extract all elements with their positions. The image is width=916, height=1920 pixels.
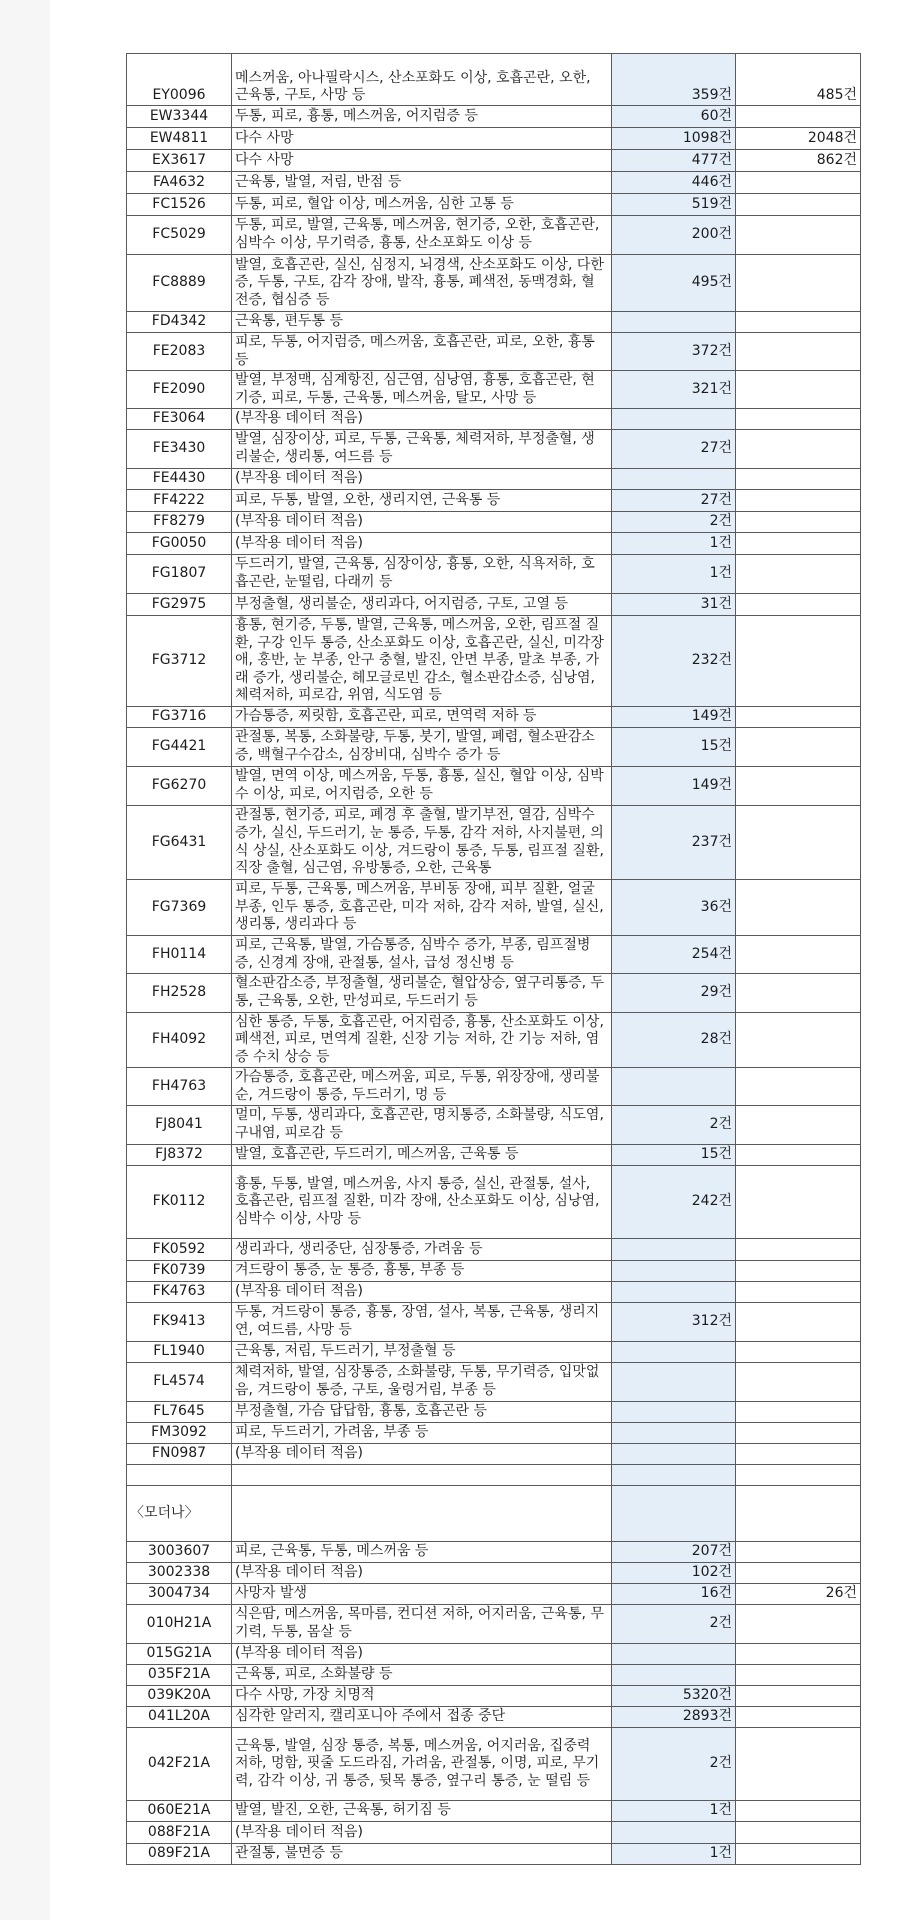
table-row (127, 1166, 861, 1239)
report-count-cell (612, 1402, 736, 1423)
lot-code-cell: 3002338 (127, 1563, 232, 1584)
report-count-cell: 28건 (612, 1013, 736, 1068)
report-count-cell (612, 1665, 736, 1686)
side-effects-cell: 관절통, 불면증 등 (232, 1844, 612, 1865)
table-row (127, 594, 861, 616)
death-count-cell (736, 707, 861, 728)
report-count-cell: 519건 (612, 194, 736, 216)
death-count-cell (736, 490, 861, 512)
report-count-cell: 27건 (612, 430, 736, 469)
lot-code-cell: FG4421 (127, 728, 232, 767)
report-count-cell: 242건 (612, 1166, 736, 1239)
lot-code-cell: FK0592 (127, 1239, 232, 1261)
lot-code-cell: 010H21A (127, 1605, 232, 1644)
lot-code-cell: FF8279 (127, 512, 232, 533)
lot-code-cell: FM3092 (127, 1423, 232, 1444)
death-count-cell (736, 936, 861, 974)
lot-code-cell: FC1526 (127, 194, 232, 216)
table-row (127, 1584, 861, 1605)
side-effects-cell: 관절통, 복통, 소화불량, 두통, 붓기, 발열, 폐렴, 혈소판감소증, 백혈구수감소, 심장비대, 심박수 증가 등 (232, 728, 612, 767)
report-count-cell: 27건 (612, 490, 736, 512)
table-row (127, 1542, 861, 1563)
side-effects-cell: 피로, 두통, 발열, 오한, 생리지연, 근육통 등 (232, 490, 612, 512)
death-count-cell (736, 1282, 861, 1303)
side-effects-cell: 피로, 두드러기, 가려움, 부종 등 (232, 1423, 612, 1444)
death-count-cell (736, 1644, 861, 1665)
report-count-cell: 2건 (612, 1605, 736, 1644)
table-row (127, 1605, 861, 1644)
lot-code-cell: 3003607 (127, 1542, 232, 1563)
table-row (127, 333, 861, 371)
lot-code-cell: FJ8041 (127, 1106, 232, 1145)
side-effects-cell: 가슴통증, 찌릿함, 호흡곤란, 피로, 면역력 저하 등 (232, 707, 612, 728)
lot-code-cell: FE3064 (127, 409, 232, 430)
side-effects-cell: 근육통, 피로, 소화불량 등 (232, 1665, 612, 1686)
table-row (127, 806, 861, 880)
side-effects-cell: 근육통, 발열, 심장 통증, 복통, 메스꺼움, 어지러움, 집중력 저하, 멍함, 핏줄 도드라짐, 가려움, 관절통, 이명, 피로, 무기력, 감각 이상, 귀 통증, 뒷목 통증, 옆구리 통증, 눈 떨림 등 (232, 1728, 612, 1801)
table-row (127, 1665, 861, 1686)
side-effects-cell: 발열, 면역 이상, 메스꺼움, 두통, 흉통, 실신, 혈압 이상, 심박수 이상, 피로, 어지럼증, 오한 등 (232, 767, 612, 806)
side-effects-cell: 관절통, 현기증, 피로, 폐경 후 출혈, 발기부전, 열감, 심박수 증가, 실신, 두드러기, 눈 통증, 두통, 감각 저하, 사지불편, 의식 상실, 산소포화도 이상, 겨드랑이 통증, 두통, 림프절 질환, 직장 출혈, 심근염, 유방통증, 오한, 근육통 (232, 806, 612, 880)
table-row (127, 555, 861, 594)
table-row (127, 936, 861, 974)
table-row (127, 255, 861, 312)
lot-code-cell: FG3716 (127, 707, 232, 728)
lot-code-cell: FL4574 (127, 1363, 232, 1402)
death-count-cell (736, 1822, 861, 1844)
report-count-cell (612, 1644, 736, 1665)
table-row (127, 728, 861, 767)
table-row (127, 216, 861, 255)
report-count-cell: 1098건 (612, 128, 736, 150)
side-effects-cell: 근육통, 편두통 등 (232, 312, 612, 333)
death-count-cell (736, 533, 861, 555)
report-count-cell (612, 1444, 736, 1465)
death-count-cell (736, 767, 861, 806)
report-count-cell: 15건 (612, 1145, 736, 1166)
lot-code-cell: FD4342 (127, 312, 232, 333)
death-count-cell (736, 194, 861, 216)
lot-code-cell: 060E21A (127, 1801, 232, 1822)
side-effects-cell: 피로, 두통, 어지럼증, 메스꺼움, 호흡곤란, 피로, 오한, 흉통 등 (232, 333, 612, 371)
report-count-cell: 102건 (612, 1563, 736, 1584)
death-count-cell (736, 1844, 861, 1865)
lot-code-cell: FC5029 (127, 216, 232, 255)
report-count-cell: 31건 (612, 594, 736, 616)
report-count-cell: 5320건 (612, 1686, 736, 1707)
table-row (127, 533, 861, 555)
table-row (127, 767, 861, 806)
lot-code-cell: FC8889 (127, 255, 232, 312)
lot-code-cell: FH2528 (127, 974, 232, 1013)
report-count-cell: 372건 (612, 333, 736, 371)
table-row (127, 1282, 861, 1303)
side-effects-cell: (부작용 데이터 적음) (232, 469, 612, 490)
table-row (127, 1444, 861, 1465)
report-count-cell: 2건 (612, 1106, 736, 1145)
side-effects-cell: 생리과다, 생리중단, 심장통증, 가려움 등 (232, 1239, 612, 1261)
side-effects-cell: (부작용 데이터 적음) (232, 1644, 612, 1665)
side-effects-cell: 메스꺼움, 아나필락시스, 산소포화도 이상, 호흡곤란, 오한, 근육통, 구토, 사망 등 (232, 54, 612, 106)
table-row (127, 490, 861, 512)
table-row (127, 312, 861, 333)
report-count-cell: 15건 (612, 728, 736, 767)
death-count-cell: 26건 (736, 1584, 861, 1605)
lot-code-cell: FE2090 (127, 371, 232, 409)
side-effects-cell: 두통, 피로, 흉통, 메스꺼움, 어지럼증 등 (232, 106, 612, 128)
blank-cell (612, 1486, 736, 1542)
lot-code-cell: FE2083 (127, 333, 232, 371)
death-count-cell (736, 1402, 861, 1423)
death-count-cell (736, 172, 861, 194)
death-count-cell (736, 1665, 861, 1686)
table-row (127, 1068, 861, 1106)
blank-cell (736, 1465, 861, 1486)
side-effects-cell: 피로, 근육통, 두통, 메스꺼움 등 (232, 1542, 612, 1563)
side-effects-cell: 발열, 호흡곤란, 두드러기, 메스꺼움, 근육통 등 (232, 1145, 612, 1166)
lot-code-cell: FK9413 (127, 1303, 232, 1342)
side-effects-cell: 두통, 피로, 발열, 근육통, 메스꺼움, 현기증, 오한, 호흡곤란, 심박수 이상, 무기력증, 흉통, 산소포화도 이상 등 (232, 216, 612, 255)
lot-code-cell: 039K20A (127, 1686, 232, 1707)
document-page (50, 0, 916, 1920)
side-effects-cell: 부정출혈, 가슴 답답함, 흉통, 호흡곤란 등 (232, 1402, 612, 1423)
lot-code-cell: 042F21A (127, 1728, 232, 1801)
death-count-cell (736, 1166, 861, 1239)
table-row (127, 880, 861, 936)
report-count-cell (612, 1423, 736, 1444)
death-count-cell (736, 1013, 861, 1068)
death-count-cell (736, 1728, 861, 1801)
table-row (127, 106, 861, 128)
report-count-cell: 149건 (612, 707, 736, 728)
death-count-cell (736, 1363, 861, 1402)
side-effects-cell: 다수 사망 (232, 150, 612, 172)
report-count-cell (612, 1822, 736, 1844)
table-row (127, 1145, 861, 1166)
table-row (127, 371, 861, 409)
blank-cell (232, 1486, 612, 1542)
death-count-cell (736, 1423, 861, 1444)
table-row (127, 1363, 861, 1402)
table-row (127, 1013, 861, 1068)
death-count-cell (736, 1707, 861, 1728)
lot-code-cell: EX3617 (127, 150, 232, 172)
death-count-cell (736, 371, 861, 409)
side-effects-cell: 다수 사망 (232, 128, 612, 150)
lot-code-cell: EY0096 (127, 54, 232, 106)
side-effects-cell: 체력저하, 발열, 심장통증, 소화불량, 두통, 무기력증, 입맛없음, 겨드랑이 통증, 구토, 울렁거림, 부종 등 (232, 1363, 612, 1402)
report-count-cell: 495건 (612, 255, 736, 312)
side-effects-cell: 피로, 근육통, 발열, 가슴통증, 심박수 증가, 부종, 림프절병증, 신경계 장애, 관절통, 설사, 급성 정신병 등 (232, 936, 612, 974)
report-count-cell: 149건 (612, 767, 736, 806)
death-count-cell (736, 974, 861, 1013)
lot-code-cell: FN0987 (127, 1444, 232, 1465)
report-count-cell: 2건 (612, 512, 736, 533)
lot-code-cell: 041L20A (127, 1707, 232, 1728)
side-effects-cell: 두통, 겨드랑이 통증, 흉통, 장염, 설사, 복통, 근육통, 생리지연, 여드름, 사망 등 (232, 1303, 612, 1342)
side-effects-cell: 흉통, 현기증, 두통, 발열, 근육통, 메스꺼움, 오한, 림프절 질환, 구강 인두 통증, 산소포화도 이상, 호흡곤란, 실신, 미각장애, 홍반, 눈 부종, 안구 충혈, 발진, 안면 부종, 말초 부종, 가래 증가, 생리불순, 헤모글로빈 감소, 혈소판감소증, 심낭염, 체력저하, 피로감, 위염, 식도염 등 (232, 616, 612, 707)
death-count-cell (736, 880, 861, 936)
side-effects-cell: 흉통, 두통, 발열, 메스꺼움, 사지 통증, 실신, 관절통, 설사, 호흡곤란, 림프절 질환, 미각 장애, 산소포화도 이상, 심낭염, 심박수 이상, 사망 등 (232, 1166, 612, 1239)
death-count-cell (736, 106, 861, 128)
lot-code-cell: FK4763 (127, 1282, 232, 1303)
death-count-cell (736, 1563, 861, 1584)
death-count-cell (736, 1303, 861, 1342)
side-effects-cell: (부작용 데이터 적음) (232, 1282, 612, 1303)
death-count-cell (736, 255, 861, 312)
side-effects-cell: (부작용 데이터 적음) (232, 1822, 612, 1844)
lot-code-cell: FG6431 (127, 806, 232, 880)
report-count-cell: 321건 (612, 371, 736, 409)
side-effects-cell: 가슴통증, 호흡곤란, 메스꺼움, 피로, 두통, 위장장애, 생리불순, 겨드랑이 통증, 두드러기, 멍 등 (232, 1068, 612, 1106)
report-count-cell (612, 1068, 736, 1106)
report-count-cell (612, 1282, 736, 1303)
death-count-cell (736, 1444, 861, 1465)
lot-code-cell: FJ8372 (127, 1145, 232, 1166)
report-count-cell: 1건 (612, 533, 736, 555)
lot-code-cell: FK0739 (127, 1261, 232, 1282)
side-effects-cell: 발열, 호흡곤란, 실신, 심정지, 뇌경색, 산소포화도 이상, 다한증, 두통, 구토, 감각 장애, 발작, 흉통, 폐색전, 동맥경화, 혈전증, 협심증 등 (232, 255, 612, 312)
death-count-cell (736, 1239, 861, 1261)
death-count-cell: 862건 (736, 150, 861, 172)
death-count-cell (736, 512, 861, 533)
lot-code-cell: FH4763 (127, 1068, 232, 1106)
report-count-cell: 207건 (612, 1542, 736, 1563)
vaccine-lot-table (126, 53, 861, 1865)
table-row (127, 1644, 861, 1665)
side-effects-cell: (부작용 데이터 적음) (232, 1563, 612, 1584)
report-count-cell: 312건 (612, 1303, 736, 1342)
lot-code-cell: FA4632 (127, 172, 232, 194)
table-row (127, 128, 861, 150)
report-count-cell (612, 469, 736, 490)
side-effects-cell: 근육통, 발열, 저림, 반점 등 (232, 172, 612, 194)
death-count-cell (736, 312, 861, 333)
blank-cell (612, 1465, 736, 1486)
report-count-cell: 446건 (612, 172, 736, 194)
death-count-cell (736, 1068, 861, 1106)
death-count-cell (736, 409, 861, 430)
side-effects-cell: 혈소판감소증, 부정출혈, 생리불순, 혈압상승, 옆구리통증, 두통, 근육통, 오한, 만성피로, 두드러기 등 (232, 974, 612, 1013)
report-count-cell (612, 312, 736, 333)
table-row (127, 974, 861, 1013)
death-count-cell (736, 1342, 861, 1363)
side-effects-cell: 부정출혈, 생리불순, 생리과다, 어지럼증, 구토, 고열 등 (232, 594, 612, 616)
death-count-cell (736, 1106, 861, 1145)
table-row (127, 409, 861, 430)
report-count-cell: 1건 (612, 555, 736, 594)
side-effects-cell: 피로, 두통, 근육통, 메스꺼움, 부비동 장애, 피부 질환, 얼굴 부종, 인두 통증, 호흡곤란, 미각 저하, 감각 저하, 발열, 실신, 생리통, 생리과다 등 (232, 880, 612, 936)
death-count-cell (736, 469, 861, 490)
side-effects-cell: 발열, 발진, 오한, 근육통, 허기짐 등 (232, 1801, 612, 1822)
report-count-cell: 1건 (612, 1844, 736, 1865)
blank-cell (127, 1465, 232, 1486)
side-effects-cell: 다수 사망, 가장 치명적 (232, 1686, 612, 1707)
death-count-cell (736, 594, 861, 616)
blank-cell (232, 1465, 612, 1486)
table-row (127, 194, 861, 216)
death-count-cell (736, 1605, 861, 1644)
section-header-row (127, 1486, 861, 1542)
side-effects-cell: 발열, 심장이상, 피로, 두통, 근육통, 체력저하, 부정출혈, 생리불순, 생리통, 여드름 등 (232, 430, 612, 469)
death-count-cell (736, 728, 861, 767)
report-count-cell: 1건 (612, 1801, 736, 1822)
table-row (127, 1822, 861, 1844)
table-row (127, 616, 861, 707)
table-row (127, 430, 861, 469)
table-row (127, 1303, 861, 1342)
death-count-cell (736, 1801, 861, 1822)
death-count-cell (736, 333, 861, 371)
lot-code-cell: FE4430 (127, 469, 232, 490)
report-count-cell: 36건 (612, 880, 736, 936)
lot-code-cell: EW3344 (127, 106, 232, 128)
lot-code-cell: FG3712 (127, 616, 232, 707)
death-count-cell (736, 430, 861, 469)
lot-code-cell: FL1940 (127, 1342, 232, 1363)
table-row (127, 1844, 861, 1865)
table-row (127, 707, 861, 728)
side-effects-cell: 멀미, 두통, 생리과다, 호흡곤란, 명치통증, 소화불량, 식도염, 구내염, 피로감 등 (232, 1106, 612, 1145)
report-count-cell: 237건 (612, 806, 736, 880)
table-row (127, 1239, 861, 1261)
death-count-cell (736, 806, 861, 880)
table-row (127, 1423, 861, 1444)
report-count-cell (612, 1342, 736, 1363)
side-effects-cell: (부작용 데이터 적음) (232, 1444, 612, 1465)
report-count-cell: 200건 (612, 216, 736, 255)
report-count-cell (612, 1239, 736, 1261)
death-count-cell: 485건 (736, 54, 861, 106)
table-row (127, 54, 861, 106)
death-count-cell (736, 555, 861, 594)
report-count-cell: 60건 (612, 106, 736, 128)
report-count-cell (612, 1363, 736, 1402)
lot-code-cell: 088F21A (127, 1822, 232, 1844)
report-count-cell: 232건 (612, 616, 736, 707)
death-count-cell (736, 1261, 861, 1282)
side-effects-cell: 사망자 발생 (232, 1584, 612, 1605)
report-count-cell: 2893건 (612, 1707, 736, 1728)
side-effects-cell: 두드러기, 발열, 근육통, 심장이상, 흉통, 오한, 식욕저하, 호흡곤란, 눈떨림, 다래끼 등 (232, 555, 612, 594)
side-effects-cell: (부작용 데이터 적음) (232, 533, 612, 555)
table-row (127, 1342, 861, 1363)
death-count-cell (736, 1145, 861, 1166)
side-effects-cell: 식은땀, 메스꺼움, 목마름, 컨디션 저하, 어지러움, 근육통, 무기력, 두통, 몸살 등 (232, 1605, 612, 1644)
lot-code-cell: FG2975 (127, 594, 232, 616)
lot-code-cell: FL7645 (127, 1402, 232, 1423)
table-row (127, 172, 861, 194)
death-count-cell (736, 1686, 861, 1707)
lot-code-cell: FE3430 (127, 430, 232, 469)
side-effects-cell: 심한 통증, 두통, 호흡곤란, 어지럼증, 흉통, 산소포화도 이상, 폐색전, 피로, 면역계 질환, 신장 기능 저하, 간 기능 저하, 염증 수치 상승 등 (232, 1013, 612, 1068)
table-row (127, 1728, 861, 1801)
table-row (127, 150, 861, 172)
lot-code-cell: 3004734 (127, 1584, 232, 1605)
report-count-cell (612, 409, 736, 430)
table-row (127, 512, 861, 533)
report-count-cell: 254건 (612, 936, 736, 974)
lot-code-cell: FG1807 (127, 555, 232, 594)
table-row (127, 1707, 861, 1728)
blank-cell (736, 1486, 861, 1542)
table-row (127, 1261, 861, 1282)
lot-code-cell: FG7369 (127, 880, 232, 936)
side-effects-cell: 근육통, 저림, 두드러기, 부정출혈 등 (232, 1342, 612, 1363)
lot-code-cell: FH4092 (127, 1013, 232, 1068)
lot-code-cell: FK0112 (127, 1166, 232, 1239)
death-count-cell (736, 216, 861, 255)
blank-row (127, 1465, 861, 1486)
report-count-cell (612, 1261, 736, 1282)
section-label: 〈모더나〉 (127, 1486, 232, 1542)
lot-code-cell: 015G21A (127, 1644, 232, 1665)
lot-code-cell: FG0050 (127, 533, 232, 555)
lot-code-cell: FG6270 (127, 767, 232, 806)
side-effects-cell: (부작용 데이터 적음) (232, 409, 612, 430)
report-count-cell: 29건 (612, 974, 736, 1013)
lot-code-cell: 035F21A (127, 1665, 232, 1686)
side-effects-cell: 발열, 부정맥, 심계항진, 심근염, 심낭염, 흉통, 호흡곤란, 현기증, 피로, 두통, 근육통, 메스꺼움, 탈모, 사망 등 (232, 371, 612, 409)
table-row (127, 1106, 861, 1145)
death-count-cell (736, 616, 861, 707)
report-count-cell: 16건 (612, 1584, 736, 1605)
table-row (127, 1801, 861, 1822)
report-count-cell: 359건 (612, 54, 736, 106)
lot-code-cell: EW4811 (127, 128, 232, 150)
report-count-cell: 477건 (612, 150, 736, 172)
lot-code-cell: FH0114 (127, 936, 232, 974)
side-effects-cell: 두통, 피로, 혈압 이상, 메스꺼움, 심한 고통 등 (232, 194, 612, 216)
table-row (127, 1402, 861, 1423)
side-effects-cell: 심각한 알러지, 캘리포니아 주에서 접종 중단 (232, 1707, 612, 1728)
lot-code-cell: FF4222 (127, 490, 232, 512)
lot-code-cell: 089F21A (127, 1844, 232, 1865)
report-count-cell: 2건 (612, 1728, 736, 1801)
table-row (127, 1563, 861, 1584)
side-effects-cell: (부작용 데이터 적음) (232, 512, 612, 533)
side-effects-cell: 겨드랑이 통증, 눈 통증, 흉통, 부종 등 (232, 1261, 612, 1282)
death-count-cell: 2048건 (736, 128, 861, 150)
table-row (127, 1686, 861, 1707)
death-count-cell (736, 1542, 861, 1563)
table-row (127, 469, 861, 490)
